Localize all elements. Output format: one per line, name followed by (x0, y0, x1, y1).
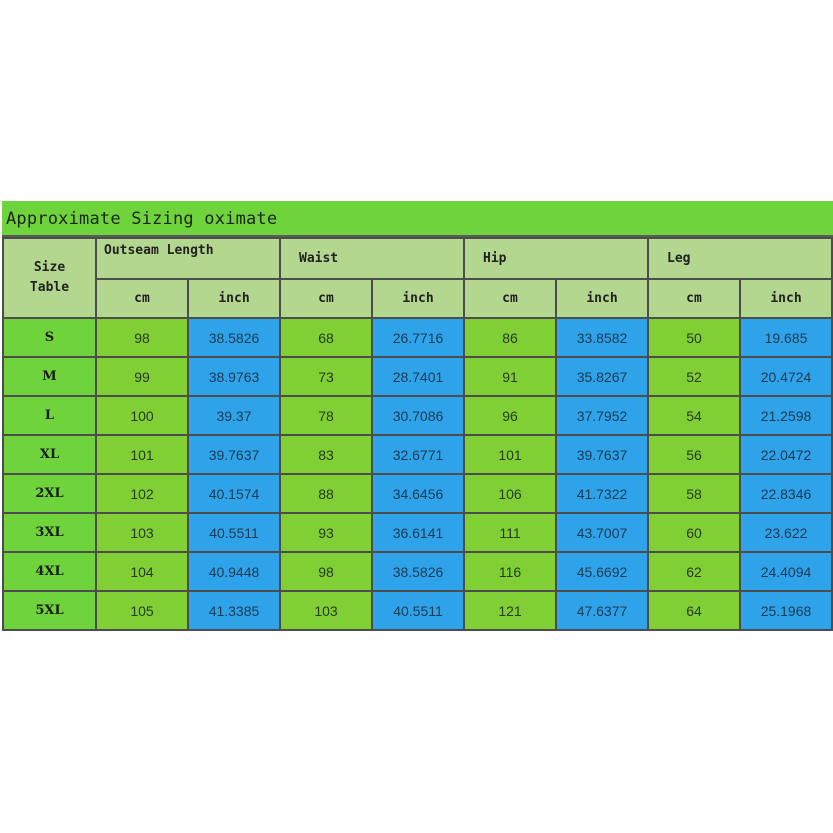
inch-value: 39.7637 (556, 435, 648, 474)
inch-value: 40.5511 (372, 591, 464, 630)
inch-value: 30.7086 (372, 396, 464, 435)
cm-value: 104 (96, 552, 188, 591)
size-label: M (3, 357, 96, 396)
cm-value: 54 (648, 396, 740, 435)
inch-value: 33.8582 (556, 318, 648, 357)
table-row (3, 357, 832, 396)
group-header: Hip (464, 238, 648, 279)
size-label: S (3, 318, 96, 357)
size-table (2, 237, 833, 631)
size-table-corner (3, 238, 96, 318)
cm-value: 101 (96, 435, 188, 474)
cm-value: 56 (648, 435, 740, 474)
inch-value: 40.9448 (188, 552, 280, 591)
cm-value: 105 (96, 591, 188, 630)
cm-value: 100 (96, 396, 188, 435)
size-label: 4XL (3, 552, 96, 591)
inch-value: 38.9763 (188, 357, 280, 396)
cm-value: 98 (280, 552, 372, 591)
table-row (3, 435, 832, 474)
cm-value: 58 (648, 474, 740, 513)
inch-value: 20.4724 (740, 357, 832, 396)
table-row (3, 396, 832, 435)
cm-value: 116 (464, 552, 556, 591)
inch-value: 41.7322 (556, 474, 648, 513)
group-header: Leg (648, 238, 832, 279)
header-row-groups (3, 238, 832, 279)
cm-value: 73 (280, 357, 372, 396)
cm-value: 111 (464, 513, 556, 552)
size-label: 2XL (3, 474, 96, 513)
inch-value: 45.6692 (556, 552, 648, 591)
inch-value: 38.5826 (188, 318, 280, 357)
unit-header-inch: inch (372, 279, 464, 318)
inch-value: 32.6771 (372, 435, 464, 474)
table-row (3, 552, 832, 591)
cm-value: 62 (648, 552, 740, 591)
inch-value: 38.5826 (372, 552, 464, 591)
inch-value: 21.2598 (740, 396, 832, 435)
unit-header-cm: cm (96, 279, 188, 318)
unit-header-inch: inch (556, 279, 648, 318)
inch-value: 36.6141 (372, 513, 464, 552)
table-row (3, 513, 832, 552)
unit-header-cm: cm (648, 279, 740, 318)
inch-value: 22.0472 (740, 435, 832, 474)
cm-value: 121 (464, 591, 556, 630)
cm-value: 88 (280, 474, 372, 513)
size-chart (2, 201, 833, 631)
inch-value: 24.4094 (740, 552, 832, 591)
cm-value: 91 (464, 357, 556, 396)
inch-value: 41.3385 (188, 591, 280, 630)
cm-value: 98 (96, 318, 188, 357)
inch-value: 40.1574 (188, 474, 280, 513)
inch-value: 37.7952 (556, 396, 648, 435)
size-label: 3XL (3, 513, 96, 552)
unit-header-cm: cm (280, 279, 372, 318)
inch-value: 40.5511 (188, 513, 280, 552)
cm-value: 64 (648, 591, 740, 630)
cm-value: 101 (464, 435, 556, 474)
inch-value: 19.685 (740, 318, 832, 357)
inch-value: 26.7716 (372, 318, 464, 357)
table-row (3, 474, 832, 513)
inch-value: 25.1968 (740, 591, 832, 630)
cm-value: 50 (648, 318, 740, 357)
size-label: L (3, 396, 96, 435)
inch-value: 34.6456 (372, 474, 464, 513)
cm-value: 93 (280, 513, 372, 552)
table-row (3, 318, 832, 357)
group-header: Waist (280, 238, 464, 279)
size-label: XL (3, 435, 96, 474)
size-label: 5XL (3, 591, 96, 630)
inch-value: 43.7007 (556, 513, 648, 552)
unit-header-cm: cm (464, 279, 556, 318)
cm-value: 103 (280, 591, 372, 630)
cm-value: 103 (96, 513, 188, 552)
cm-value: 68 (280, 318, 372, 357)
table-row (3, 591, 832, 630)
cm-value: 102 (96, 474, 188, 513)
corner-label-size: Size (33, 260, 66, 275)
corner-label-table: Table (29, 280, 70, 295)
cm-value: 52 (648, 357, 740, 396)
chart-title: Approximate Sizing oximate (2, 201, 833, 237)
inch-value: 22.8346 (740, 474, 832, 513)
inch-value: 47.6377 (556, 591, 648, 630)
cm-value: 78 (280, 396, 372, 435)
cm-value: 96 (464, 396, 556, 435)
inch-value: 23.622 (740, 513, 832, 552)
unit-header-inch: inch (188, 279, 280, 318)
cm-value: 86 (464, 318, 556, 357)
inch-value: 35.8267 (556, 357, 648, 396)
inch-value: 39.7637 (188, 435, 280, 474)
inch-value: 39.37 (188, 396, 280, 435)
cm-value: 60 (648, 513, 740, 552)
cm-value: 99 (96, 357, 188, 396)
cm-value: 83 (280, 435, 372, 474)
unit-header-inch: inch (740, 279, 832, 318)
group-header: Outseam Length (96, 238, 280, 279)
header-row-units (3, 279, 832, 318)
cm-value: 106 (464, 474, 556, 513)
inch-value: 28.7401 (372, 357, 464, 396)
